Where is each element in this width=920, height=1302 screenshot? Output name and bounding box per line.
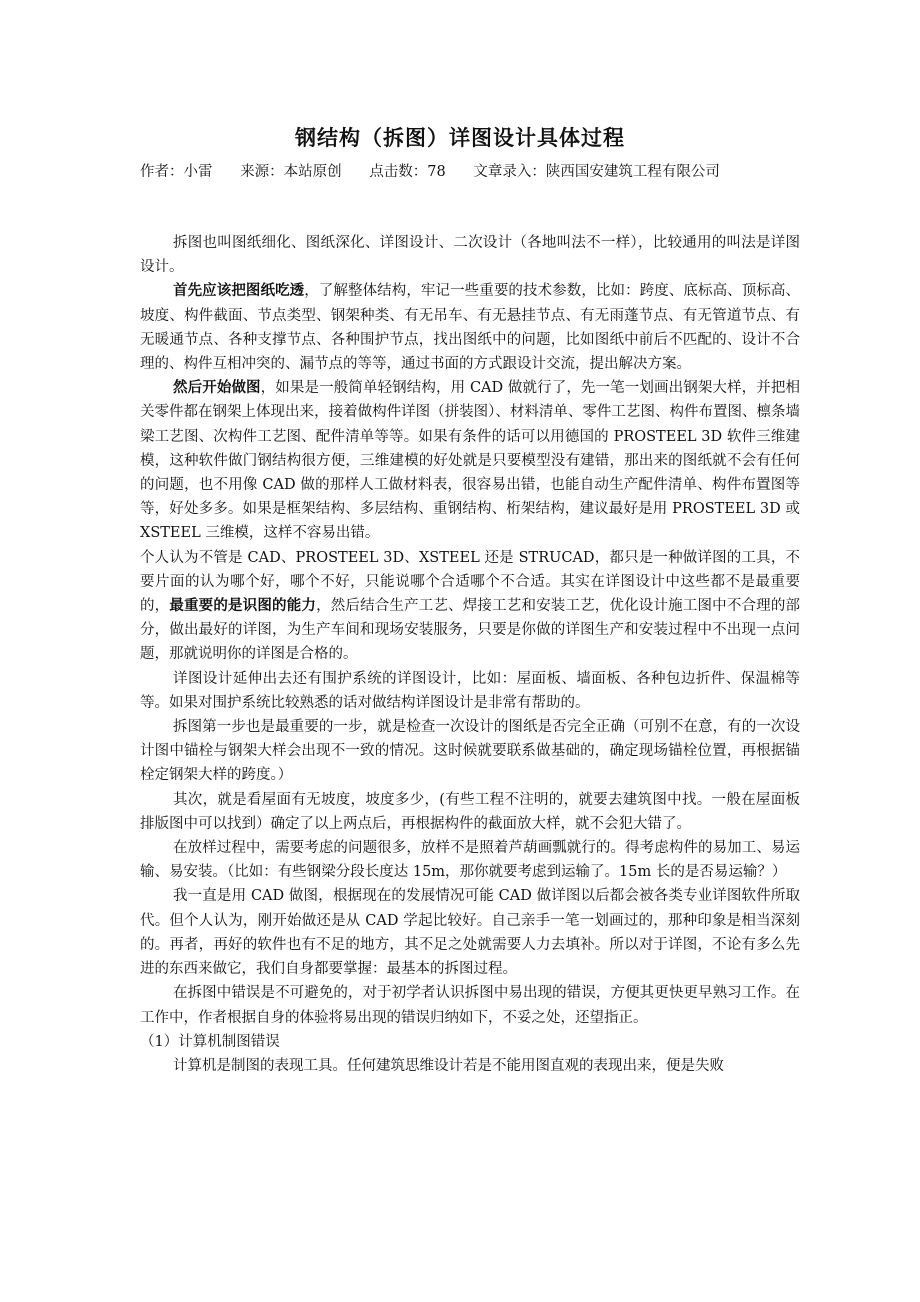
paragraph-2-text: ，了解整体结构，牢记一些重要的技术参数，比如：跨度、底标高、顶标高、坡度、构件截面、节点类型、钢架种类、有无吊车、有无悬挂节点、有无雨蓬节点、有无管道节点、有无暖通节点、各种支撑节点、各种围护节点，找出图纸中的问题，比如图纸中前后不匹配的、设计不合理的、构件互相冲突的、漏节点的等等，通过书面的方式跟设计交流，提出解决方案。 xyxy=(140,283,800,373)
article-meta xyxy=(140,160,800,184)
article-body xyxy=(140,231,800,1078)
meta-gap xyxy=(446,164,474,180)
paragraph-4-text-a: 个人认为不管是 CAD、PROSTEEL 3D、XSTEEL 还是 STRUCAD，都只是一种做详图的工具，不要片面的认为哪个好，哪个不好，只能说哪个合适哪个不合适。其实在详图设计中这些都不是最重要的， xyxy=(140,549,800,615)
page-title: 钢结构（拆图）详图设计具体过程 xyxy=(295,125,625,150)
paragraph-8: 在放样过程中，需要考虑的问题很多，放样不是照着芦葫画瓢就行的。得考虑构件的易加工、易运输、易安装。（比如：有些钢梁分段长度达 15m，那你就要考虑到运输了。15m 长的是否易运输？） xyxy=(140,840,800,881)
paragraph-7: 其次，就是看屋面有无坡度，坡度多少，(有些工程不注明的，就要去建筑图中找。一般在屋面板排版图中可以找到）确定了以上两点后，再根据构件的截面放大样，就不会犯大错了。 xyxy=(140,791,800,832)
paragraph-3-text: ，如果是一般简单轻钢结构，用 CAD 做就行了，先一笔一划画出钢架大样，并把相关零件都在钢架上体现出来，接着做构件详图（拼装图）、材料清单、零件工艺图、构件布置图、檩条墙梁工艺图、次构件工艺图、配件清单等等。如果有条件的话可以用德国的 PROSTEEL 3D 软件三维建模，这种软件做门钢结构很方便，三维建模的好处就是只要模型没有建错，那出来的图纸就不会有任何的问题，也不用像 CAD 做的那样人工做材料表，很容易出错，也能自动生产配件清单、构件布置图等等，好处多多。如果是框架结构、多层结构、重钢结构、桁架结构，建议最好是用 PROSTEEL 3D 或 XSTEEL 三维模，这样不容易出错。 xyxy=(140,380,800,542)
paragraph-10: 在拆图中错误是不可避免的，对于初学者认识拆图中易出现的错误，方便其更快更早熟习工作。在工作中，作者根据自身的体验将易出现的错误归纳如下，不妥之处，还望指正。 xyxy=(140,985,800,1026)
paragraph-4 xyxy=(140,546,800,667)
meta-gap xyxy=(213,164,241,180)
paragraph-6: 拆图第一步也是最重要的一步，就是检查一次设计的图纸是否完全正确（可别不在意，有的一次设计图中锚栓与钢架大样会出现不一致的情况。这时候就要联系做基础的，确定现场锚栓位置，再根据锚栓定钢架大样的跨度。） xyxy=(140,719,800,784)
paragraph-4-text-b: ，然后结合生产工艺、焊接工艺和安装工艺，优化设计施工图中不合理的部分，做出最好的详图，为生产车间和现场安装服务，只要是你做的详图生产和安装过程中不出现一点问题，那就说明你的详图是合格的。 xyxy=(140,598,801,663)
meta-entry: 文章录入：陕西国安建筑工程有限公司 xyxy=(473,164,720,180)
meta-source: 来源：本站原创 xyxy=(240,164,342,180)
meta-gap xyxy=(342,164,370,180)
paragraph-2-emphasis: 首先应该把图纸吃透 xyxy=(173,282,305,300)
paragraph-9: 我一直是用 CAD 做图，根据现在的发展情况可能 CAD 做详图以后都会被各类专业详图软件所取代。但个人认为，刚开始做还是从 CAD 学起比较好。自己亲手一笔一划画过的，那种印象是相当深刻的。再者，再好的软件也有不足的地方，其不足之处就需要人力去填补。所以对于详图，不论有多么先进的东西来做它，我们自身都要掌握：最基本的拆图过程。 xyxy=(140,888,800,978)
paragraph-1: 拆图也叫图纸细化、图纸深化、详图设计、二次设计（各地叫法不一样），比较通用的叫法是详图设计。 xyxy=(140,235,800,276)
paragraph-5: 详图设计延伸出去还有围护系统的详图设计，比如：屋面板、墙面板、各种包边折件、保温棉等等。如果对围护系统比较熟悉的话对做结构详图设计是非常有帮助的。 xyxy=(140,670,800,711)
section-heading-1: （1）计算机制图错误 xyxy=(140,1033,280,1050)
paragraph-12: 计算机是制图的表现工具。任何建筑思维设计若是不能用图直观的表现出来，便是失败 xyxy=(173,1057,724,1074)
meta-clicks: 点击数：78 xyxy=(369,164,446,180)
paragraph-2 xyxy=(140,279,800,376)
paragraph-4-emphasis: 最重要的是识图的能力 xyxy=(169,597,317,615)
paragraph-3 xyxy=(140,376,800,545)
meta-author: 作者：小雷 xyxy=(140,164,213,180)
paragraph-3-emphasis: 然后开始做图 xyxy=(173,379,261,397)
